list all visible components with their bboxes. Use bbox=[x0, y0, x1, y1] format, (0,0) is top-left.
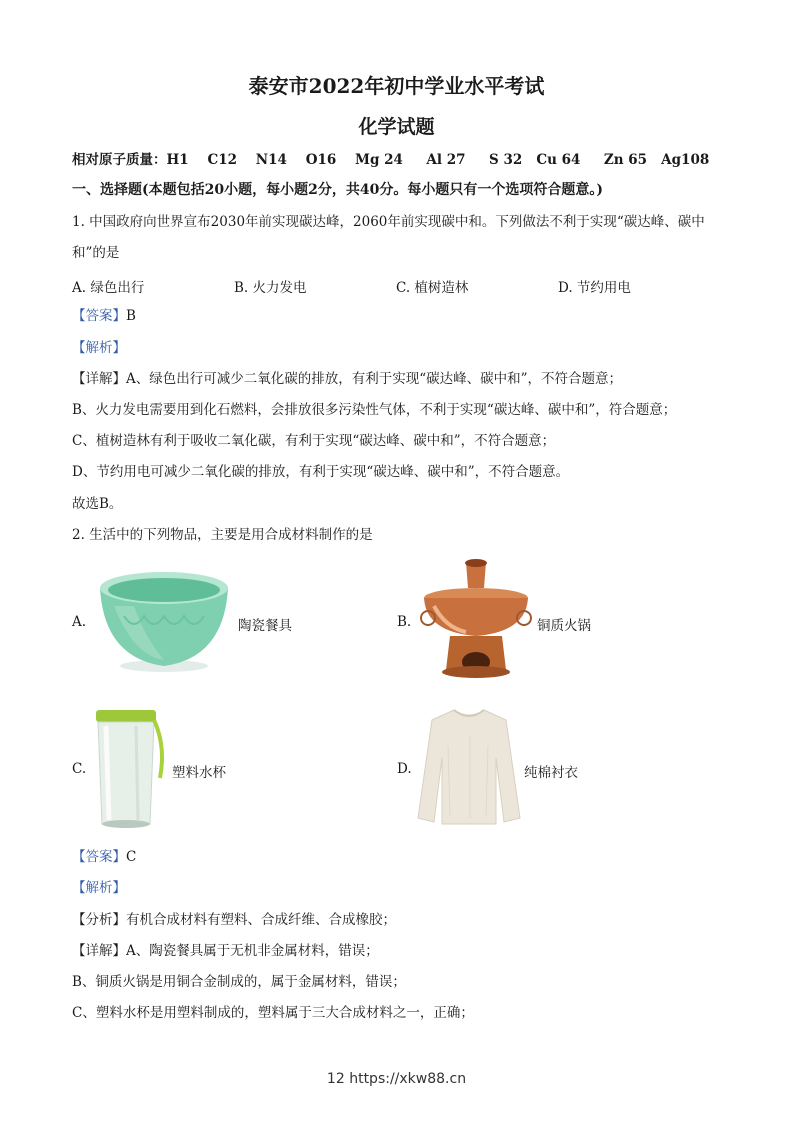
page-subtitle: 化学试题 bbox=[358, 116, 435, 138]
q2-option-b-letter: B. bbox=[397, 614, 412, 630]
q1-detail-text-1: A、绿色出行可减少二氧化碳的排放，有利于实现“碳达峰、碳中和”，不符合题意； bbox=[126, 371, 623, 387]
q2-detail-line-3: C、塑料水杯是用塑料制成的，塑料属于三大合成材料之一，正确； bbox=[72, 1005, 474, 1021]
q1-detail-tag: 【详解】 bbox=[72, 371, 126, 387]
q1-detail-line-1 bbox=[72, 370, 622, 388]
footer-url[interactable]: https://xkw88.cn bbox=[349, 1071, 467, 1087]
ceramic-bowl-icon bbox=[94, 566, 234, 676]
atomic-mass-line: 相对原子质量：H1 C12 N14 O16 Mg 24 Al 27 S 32 Cu 64 Zn 65 Ag108 bbox=[72, 152, 710, 168]
page-footer bbox=[0, 1071, 793, 1087]
plastic-cup-icon bbox=[92, 706, 168, 832]
q2-answer-value: C bbox=[126, 849, 137, 865]
q1-detail-line-2: B、火力发电需要用到化石燃料，会排放很多污染性气体，不利于实现“碳达峰、碳中和”，符合题意； bbox=[72, 402, 677, 418]
q2-detail-tag: 【详解】 bbox=[72, 943, 126, 959]
section-heading: 一、选择题(本题包括20小题，每小题2分，共40分。每小题只有一个选项符合题意。) bbox=[72, 182, 603, 198]
q2-analysis-point bbox=[72, 911, 396, 929]
q1-stem-line2: 和”的是 bbox=[72, 245, 120, 261]
q2-option-a-label: 陶瓷餐具 bbox=[238, 618, 292, 634]
q2-analysis-tag: 【解析】 bbox=[72, 880, 126, 896]
copper-hotpot-icon bbox=[416, 558, 536, 682]
q1-detail-line-4: D、节约用电可减少二氧化碳的排放，有利于实现“碳达峰、碳中和”，不符合题意。 bbox=[72, 464, 570, 480]
q2-analysis-point-text: 有机合成材料有塑料、合成纤维、合成橡胶； bbox=[126, 912, 396, 928]
q2-detail-text-1: A、陶瓷餐具属于无机非金属材料，错误； bbox=[126, 943, 379, 959]
q2-option-a-letter: A. bbox=[72, 614, 87, 630]
q1-option-c: C. 植树造林 bbox=[396, 280, 469, 296]
q1-conclusion: 故选B。 bbox=[72, 496, 123, 512]
q2-option-c-label: 塑料水杯 bbox=[172, 765, 226, 781]
q1-answer-value: B bbox=[126, 308, 136, 324]
page-number: 12 bbox=[326, 1071, 345, 1087]
q1-answer-tag: 【答案】 bbox=[72, 308, 126, 324]
q2-answer-tag: 【答案】 bbox=[72, 849, 126, 865]
q1-analysis-tag: 【解析】 bbox=[72, 340, 126, 356]
q2-option-b-label: 铜质火锅 bbox=[537, 618, 591, 634]
cotton-shirt-icon bbox=[416, 706, 522, 830]
q2-detail-line-2: B、铜质火锅是用铜合金制成的，属于金属材料，错误； bbox=[72, 974, 406, 990]
q2-option-d-label: 纯棉衬衣 bbox=[524, 765, 578, 781]
q1-option-b: B. 火力发电 bbox=[234, 280, 307, 296]
q2-detail-line-1 bbox=[72, 942, 379, 960]
q2-analysis-point-tag: 【分析】 bbox=[72, 912, 126, 928]
q1-answer bbox=[72, 307, 136, 325]
q2-answer bbox=[72, 848, 136, 866]
q1-option-d: D. 节约用电 bbox=[558, 280, 631, 296]
q2-stem: 2. 生活中的下列物品，主要是用合成材料制作的是 bbox=[72, 527, 373, 543]
q2-option-d-letter: D. bbox=[397, 761, 412, 777]
q2-option-c-letter: C. bbox=[72, 761, 87, 777]
page-title: 泰安市2022年初中学业水平考试 bbox=[248, 74, 545, 98]
q1-option-a: A. 绿色出行 bbox=[72, 280, 145, 296]
q1-stem-line1: 1. 中国政府向世界宣布2030年前实现碳达峰，2060年前实现碳中和。下列做法不利于实现“碳达峰、碳中 bbox=[72, 214, 705, 230]
q1-detail-line-3: C、植树造林有利于吸收二氧化碳，有利于实现“碳达峰、碳中和”，不符合题意； bbox=[72, 433, 556, 449]
